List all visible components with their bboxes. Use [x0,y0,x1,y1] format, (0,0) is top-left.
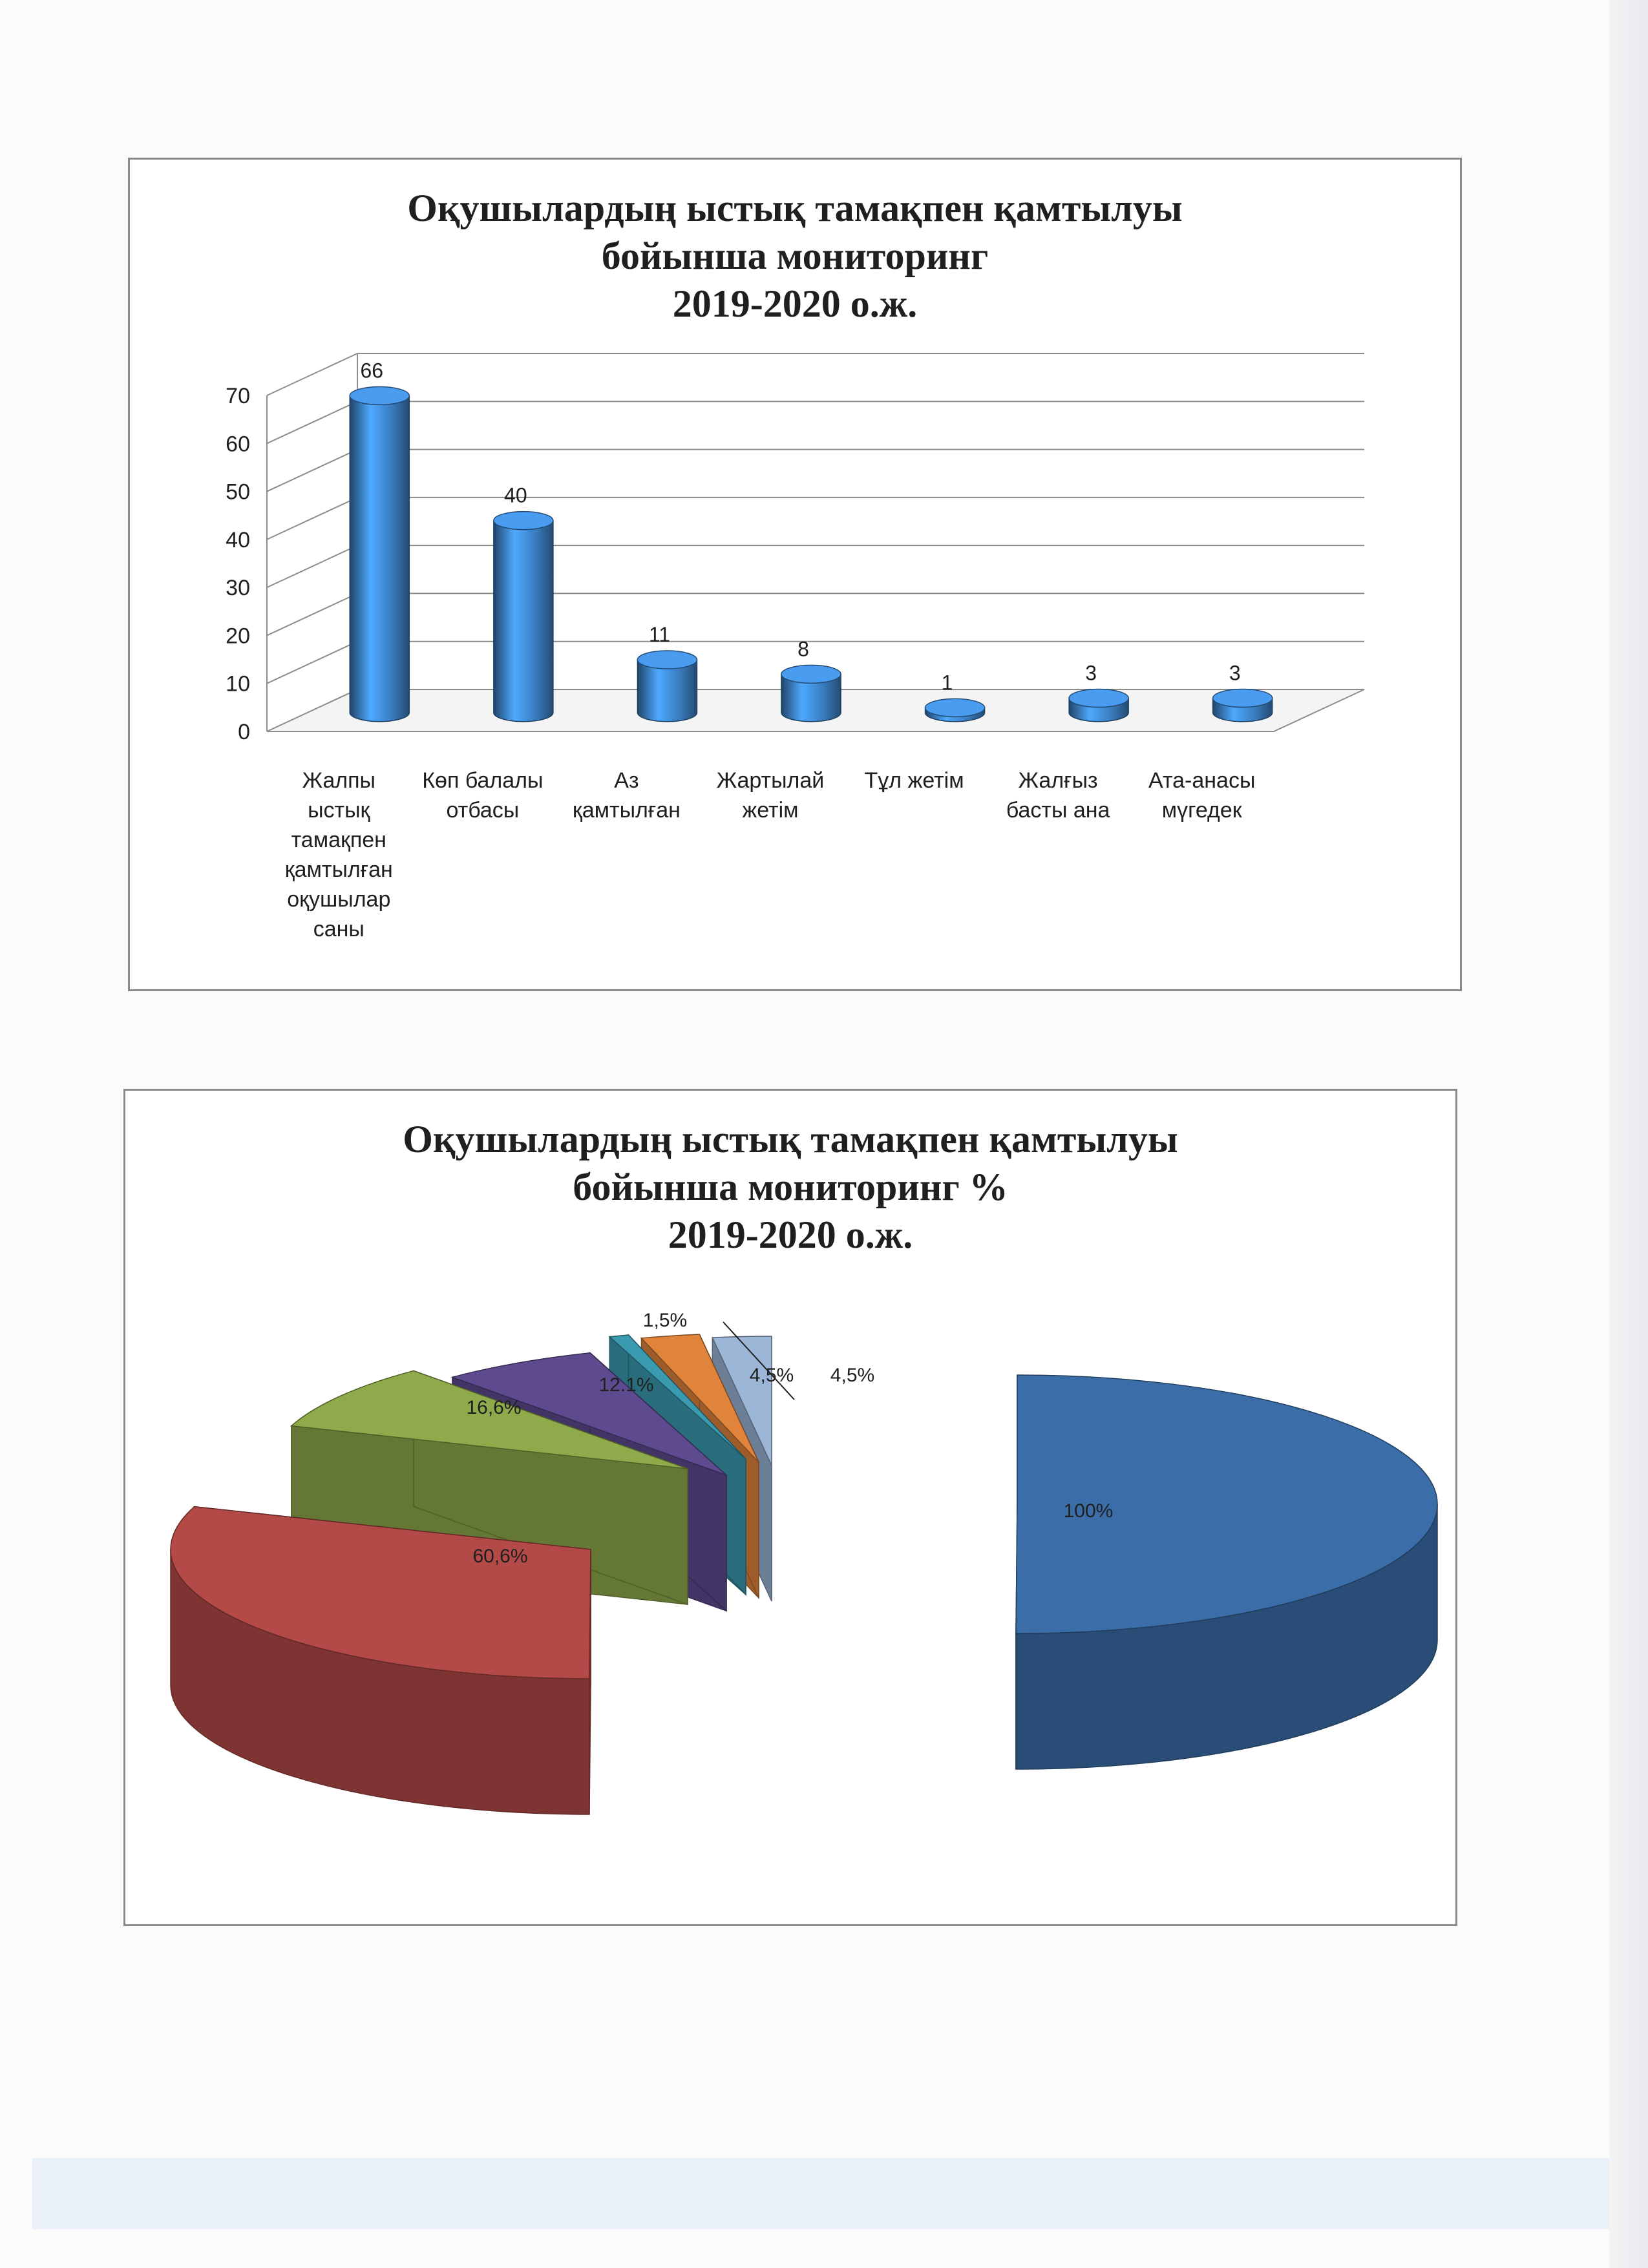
category-label: ыстық [308,798,370,823]
y-tick-label: 20 [226,624,250,649]
pie-title-line-3: 2019-2020 о.ж. [668,1213,913,1256]
category-label: оқушылар [287,887,391,912]
category-label: мүгедек [1161,798,1242,823]
slice-label: 4,5% [749,1365,794,1386]
category-label: басты ана [1006,798,1110,823]
bar-top [1213,689,1273,707]
bar-top [350,386,409,404]
slice-label: 4,5% [830,1365,875,1386]
data-label: 1 [941,671,953,695]
bar [494,512,553,722]
side-gridline [267,642,357,684]
slice-label: 16,6% [466,1397,522,1418]
bar-body [350,395,409,721]
y-tick-label: 10 [226,671,250,697]
bar-body [494,521,553,722]
bar-chart-frame [128,158,1462,991]
bar-top [925,698,985,717]
category-label: отбасы [446,798,520,823]
side-gridline [267,353,357,395]
y-tick-label: 40 [226,527,250,552]
category-label: Жалғыз [1018,768,1098,793]
bar-top [781,665,841,683]
category-label: Көп балалы [422,768,544,793]
side-gridline [267,401,357,443]
slice-label: 100% [1063,1500,1114,1522]
data-label: 8 [798,637,809,661]
bar-title-line-1: Оқушылардың ыстық тамақпен қамтылуы [407,187,1183,229]
y-tick-label: 0 [238,720,250,744]
category-label: тамақпен [291,828,386,852]
pie-title-line-1: Оқушылардың ыстық тамақпен қамтылуы [403,1118,1178,1160]
bar [1069,689,1128,721]
y-tick-label: 70 [226,384,250,408]
category-label: қамтылған [572,798,681,823]
category-label: Аз [614,768,639,793]
bottom-band [32,2158,1609,2229]
side-gridline [267,545,357,587]
bar-title-line-2: бойынша мониторинг [601,235,989,277]
bar-top [637,651,697,669]
bar-chart-plot [130,160,1460,989]
bar [1213,689,1273,721]
category-label: Тұл жетім [864,768,964,793]
slice-label: 1,5% [642,1310,688,1331]
bar-title-line-3: 2019-2020 о.ж. [672,282,918,325]
bar-top [494,512,553,530]
bar-top [1069,689,1128,707]
slice-label: 60,6% [472,1546,528,1567]
pie-slice [1016,1375,1437,1769]
bar [350,386,409,721]
bar [781,665,841,721]
category-label: жетім [742,798,799,823]
data-label: 66 [360,359,384,383]
category-label: Жалпы [302,768,375,793]
category-label: Жартылай [716,768,825,793]
side-gridline [267,498,357,540]
data-label: 3 [1085,661,1097,685]
category-label: Ата-анасы [1148,768,1256,793]
data-label: 40 [504,483,527,507]
pie-chart-frame [123,1089,1457,1926]
y-tick-label: 30 [226,576,250,601]
category-label: қамтылған [284,857,393,882]
y-tick-label: 50 [226,479,250,505]
pie-chart-plot [125,1091,1455,1924]
bar [637,651,697,722]
category-label: саны [313,917,364,941]
slice-label: 12.1% [598,1374,654,1396]
side-gridline [267,450,357,492]
side-gridline [267,593,357,635]
y-tick-label: 60 [226,432,250,457]
pie-title-line-2: бойынша мониторинг % [573,1166,1008,1208]
bar [925,698,985,721]
data-label: 11 [648,623,671,647]
page-edge [1609,0,1648,2268]
data-label: 3 [1229,661,1241,685]
